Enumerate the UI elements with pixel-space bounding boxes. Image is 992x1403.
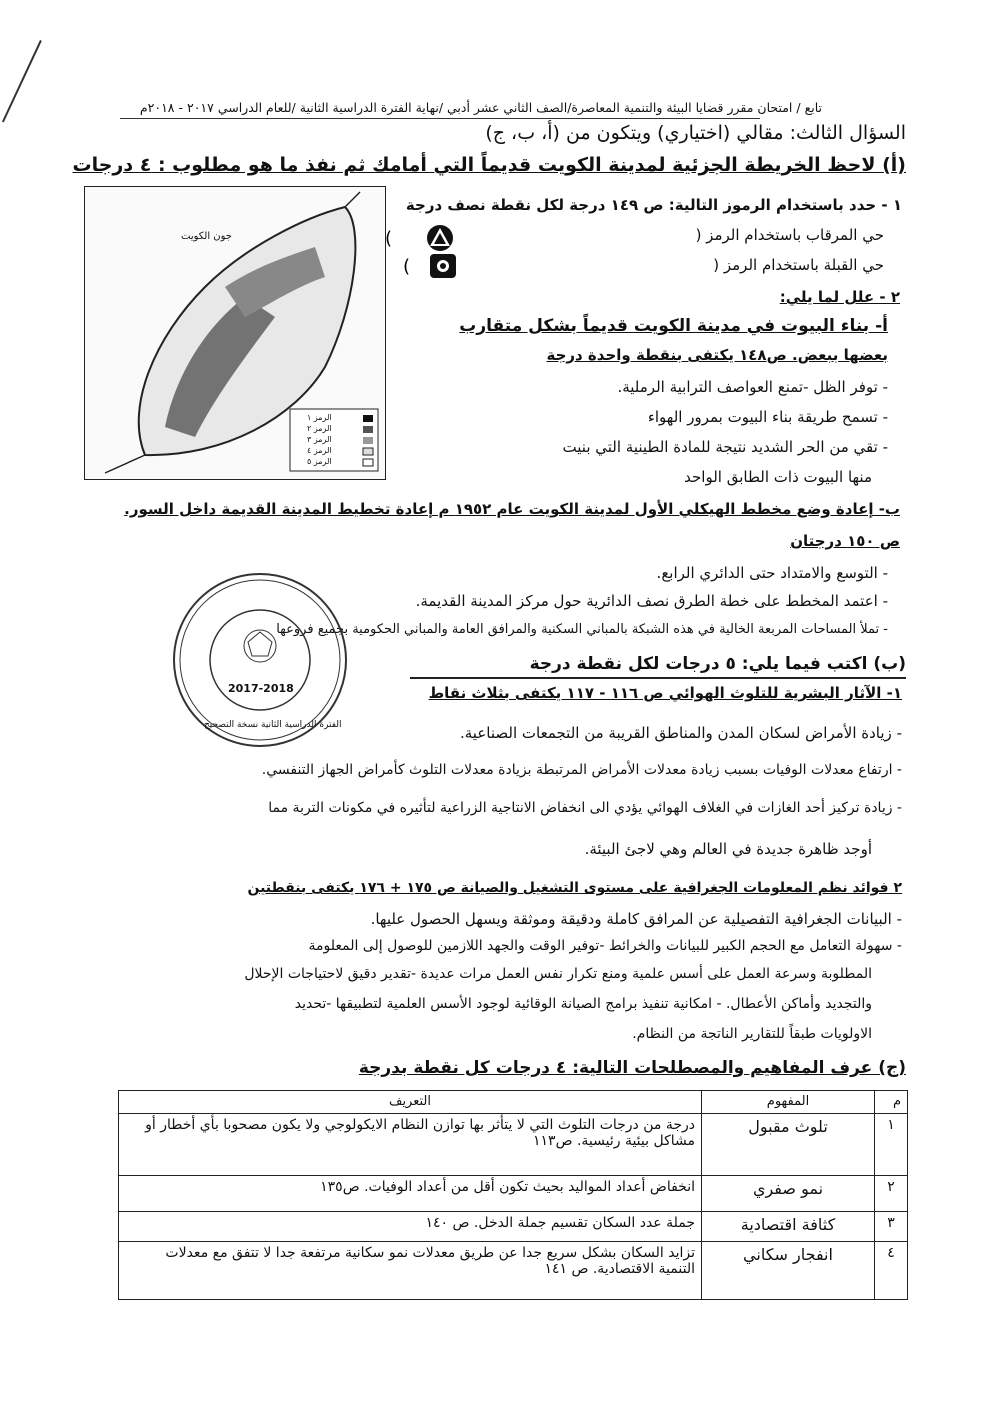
map-legend-5: الرمز ٥	[307, 457, 332, 466]
q3b2-cont-3: الاولويات طبقاً للتقارير الناتجة من النظام.	[632, 1026, 872, 1042]
table-cell-concept: انفجار سكاني	[702, 1242, 875, 1300]
table-cell-definition: انخفاض أعداد المواليد بحيث تكون أقل من أعداد الوفيات. ص١٣٥	[119, 1176, 702, 1212]
map-graphic	[85, 187, 385, 479]
q3a2-b-line2: ص ١٥٠ درجتان	[790, 532, 900, 550]
table-cell-definition: تزايد السكان بشكل سريع جدا عن طريق معدلات نمو سكانية مرتفعة جدا لا تتفق مع معدلات التنمية الاقتصادية. ص ١٤١	[119, 1242, 702, 1300]
q3a2-b-line1: ب- إعادة وضع مخطط الهيكلي الأول لمدينة الكويت عام ١٩٥٢ م إعادة تخطيط المدينة القديمة داخل السور.	[124, 500, 900, 518]
q3b1-bullet-3: - زيادة تركيز أحد الغازات في الغلاف الهوائي يؤدي الى انخفاض الانتاجية الزراعية لتأثيره في مكونات التربة مما	[268, 800, 902, 816]
table-row	[119, 1114, 908, 1176]
header-rule	[120, 118, 760, 119]
q3b2-cont-2: والتجديد وأماكن الأعطال. - امكانية تنفيذ برامج الصيانة الوقائية لوجود الأسس العلمية لتطبيقها -تحديد	[294, 996, 872, 1012]
q3b2-title: ٢ فوائد نظم المعلومات الجغرافية على مستوى التشغيل والصيانة ص ١٧٥ + ١٧٦ يكتفى بنقطتين	[247, 880, 902, 896]
table-row	[119, 1176, 908, 1212]
legend-swatch-1	[363, 415, 373, 422]
q3b2-bullet-1: - البيانات الجغرافية التفصيلية عن المرافق كاملة ودقيقة وموثقة ويسهل الحصول عليها.	[370, 910, 902, 928]
q3a2-title: ٢ - علل لما يلي:	[779, 288, 900, 306]
definitions-table	[118, 1090, 908, 1300]
q3a-heading: (أ) لاحظ الخريطة الجزئية لمدينة الكويت قديماً التي أمامك ثم نفذ ما هو مطلوب : ٤ درجات	[72, 154, 906, 176]
legend-swatch-4	[363, 448, 373, 455]
table-cell-num: ٢	[875, 1176, 908, 1212]
map-legend-3: الرمز ٣	[307, 435, 332, 444]
stamp-ring-text: الفترة الدراسية الثانية نسخة التصحيح	[204, 720, 342, 730]
official-stamp	[170, 570, 350, 750]
q3b1-bullet-3-cont: أوجد ظاهرة جديدة في العالم وهي لاجئ البيئة.	[584, 840, 872, 858]
q3b2-bullet-2: - سهولة التعامل مع الحجم الكبير للبيانات والخرائط -توفير الوقت والجهد اللازمين للوصول إلى المعلومة	[308, 938, 902, 954]
map-legend-4: الرمز ٤	[307, 446, 332, 455]
q3a2-b-bullet-1: - التوسع والامتداد حتى الدائري الرابع.	[656, 564, 888, 582]
q3c-heading: (ج) عرف المفاهيم والمصطلحات التالية: ٤ درجات كل نقطة بدرجة	[358, 1058, 906, 1078]
table-cell-num: ٤	[875, 1242, 908, 1300]
q3a2-a-bullet-1: - توفر الظل -تمنع العواصف الترابية الرملية.	[617, 378, 888, 396]
q3a2-a-bullet-3: - تقي من الحر الشديد نتيجة للمادة الطينية التي بنيت	[562, 438, 888, 456]
table-row	[119, 1242, 908, 1300]
q3a1-item-marqab: حي المرقاب باستخدام الرمز (	[695, 226, 884, 244]
q3-heading: السؤال الثالث: مقالي (اختياري) ويتكون من (أ، ب، ج)	[485, 122, 906, 144]
table-row	[119, 1212, 908, 1242]
map-label-bay: جون الكويت	[181, 231, 232, 242]
q3b1-bullet-1: - زيادة الأمراض لسكان المدن والمناطق القريبة من التجمعات الصناعية.	[460, 724, 902, 742]
scan-pen-mark	[2, 40, 42, 122]
table-cell-concept: تلوث مقبول	[702, 1114, 875, 1176]
q3a2-a-bullet-2: - تسمح طريقة بناء البيوت بمرور الهواء	[647, 408, 888, 426]
q3a2-a-bullet-3-cont: منها البيوت ذات الطابق الواحد	[684, 468, 872, 486]
table-header-concept: المفهوم	[702, 1091, 875, 1114]
table-cell-concept: نمو صفري	[702, 1176, 875, 1212]
q3b1-bullet-2: - ارتفاع معدلات الوفيات بسبب زيادة معدلات الأمراض المرتبطة بزيادة معدلات التلوث كأمراض الجهاز التنفسي.	[261, 762, 902, 778]
q3b-heading-underline	[410, 677, 906, 679]
svg-text:): )	[384, 228, 392, 249]
q3a2-b-bullet-2: - اعتمد المخطط على خطة الطرق نصف الدائرية حول مركز المدينة القديمة.	[415, 592, 888, 610]
table-cell-num: ١	[875, 1114, 908, 1176]
circle-symbol-icon	[402, 252, 480, 284]
table-header-num: م	[875, 1091, 908, 1114]
table-header-definition: التعريف	[119, 1091, 702, 1114]
q3a1-item-qibla: حي القبلة باستخدام الرمز (	[713, 256, 884, 274]
map-legend-1: الرمز ١	[307, 413, 332, 422]
table-cell-definition: جملة عدد السكان تقسيم جملة الدخل. ص ١٤٠	[119, 1212, 702, 1242]
exam-header-line: تابع / امتحان مقرر قضايا البيئة والتنمية المعاصرة/الصف الثاني عشر أدبي /نهاية الفترة الدراسية الثانية /للعام الدراسي ٢٠١٧ - ٢٠١٨م	[139, 100, 822, 115]
q3b-heading: (ب) اكتب فيما يلي: ٥ درجات لكل نقطة درجة	[529, 654, 906, 674]
table-header-row	[119, 1091, 908, 1114]
table-cell-concept: كثافة اقتصادية	[702, 1212, 875, 1242]
table-cell-definition: درجة من درجات التلوث التي لا يتأثر بها توازن النظام الايكولوجي ولا يكون مصحوبا بأي أخطار أو مشاكل بيئية رئيسية. ص١١٣	[119, 1114, 702, 1176]
q3b1-title: ١- الآثار البشرية للتلوث الهوائي ص ١١٦ - ١١٧ يكتفى بثلاث نقاط	[428, 684, 902, 702]
legend-swatch-2	[363, 426, 373, 433]
q3a2-a-line1: أ- بناء البيوت في مدينة الكويت قديماً بشكل متقارب	[459, 316, 888, 336]
table-cell-num: ٣	[875, 1212, 908, 1242]
kuwait-old-city-map	[84, 186, 386, 480]
q3b2-cont-1: المطلوبة وسرعة العمل على أسس علمية ومنع تكرار نفس العمل مرات عديدة -تقدير دقيق لاحتياجات الإحلال	[244, 966, 872, 982]
legend-swatch-3	[363, 437, 373, 444]
q3a2-b-bullet-3: - تملأ المساحات المربعة الخالية في هذه الشبكة بالمباني السكنية والمرافق العامة والمباني الحكومية بجميع فروعها	[276, 622, 888, 637]
legend-swatch-5	[363, 459, 373, 466]
q3a2-a-line2: بعضها ببعض. ص١٤٨ يكتفى بنقطة واحدة درجة	[546, 346, 888, 364]
stamp-year: 2017-2018	[228, 682, 294, 695]
map-legend-2: الرمز ٢	[307, 424, 332, 433]
q3a1-title: ١ - حدد باستخدام الرموز التالية: ص ١٤٩ درجة لكل نقطة نصف درجة	[405, 196, 902, 214]
svg-text:): )	[402, 256, 410, 277]
